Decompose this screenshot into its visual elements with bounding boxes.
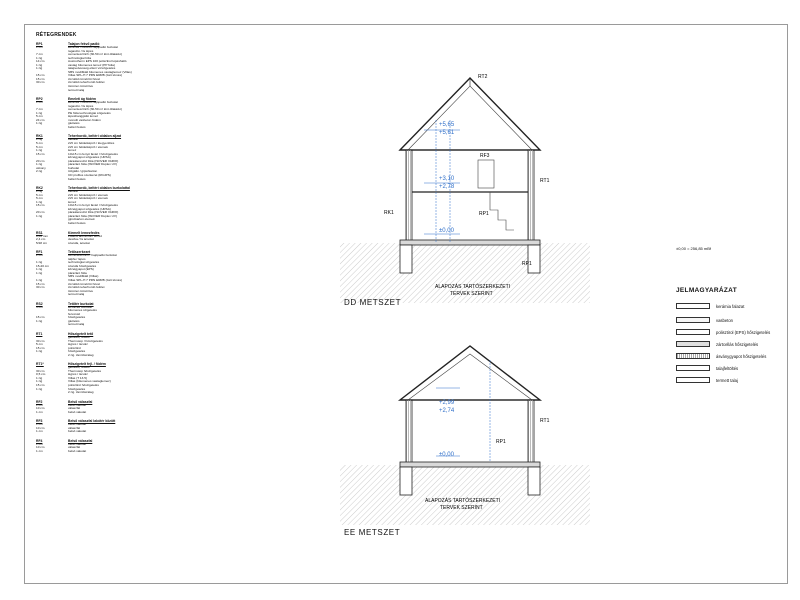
- level-ee-1: +2,99: [439, 400, 455, 406]
- layer-thickness: vékony: [36, 165, 46, 170]
- layer-thickness: 1 rtg: [36, 277, 43, 282]
- layer-thickness: 15 cm: [36, 76, 45, 81]
- layer-thickness: 15 cm: [36, 315, 45, 320]
- layer-thickness: 1 cm: [36, 441, 43, 446]
- layer-thickness: 1 cm: [36, 422, 43, 427]
- tag-rt1: RT1: [540, 178, 550, 184]
- layer-material: tömören tömörítve: [68, 85, 94, 89]
- layer-material: termett talaj: [68, 293, 85, 297]
- layer-thickness: 10 cm: [36, 406, 45, 411]
- layer-material: lemez: [68, 149, 77, 153]
- roof-insulation: [408, 86, 532, 150]
- layer-thickness: 15 cm: [36, 151, 45, 156]
- layer-code: RS2: [36, 301, 43, 306]
- layer-material: polisztirol hőszigetelés: [68, 384, 99, 388]
- layer-title: Tetőszerkezet: [68, 250, 91, 255]
- layer-thickness: 15-20 cm: [36, 263, 49, 268]
- layer-material: szarufa hőszigetelés: [68, 264, 97, 268]
- layer-material: Austrotherm EPS 100 polisztirol lépéshalló: [68, 60, 127, 64]
- layer-thickness: 7 cm: [36, 52, 43, 57]
- legend-swatch: [676, 317, 710, 323]
- layer-material: párazáró fólia (ISOVER Duplex UV): [68, 163, 118, 167]
- layer-code: RT1: [36, 332, 43, 336]
- legend-title: JELMAGYARÁZAT: [676, 287, 737, 294]
- layer-thickness: [36, 354, 68, 358]
- layer-material: polisztirol: [68, 346, 81, 350]
- layer-schedule: [36, 42, 326, 459]
- ee-right-wall: [528, 400, 534, 465]
- ee-foundation-note-1: ALAPOZÁS TARTÓSZERKEZETI: [425, 498, 501, 504]
- layer-block: [36, 231, 326, 246]
- layer-material: cementesztrich (30-50 m² kint dilatáció): [68, 108, 122, 112]
- layer-thickness: 1 rtg: [36, 267, 43, 272]
- layer-material: párazáró fólia (ISOVER Duplex UV): [68, 214, 118, 218]
- layer-material: deszka / fa ácsolat: [68, 238, 94, 242]
- layer-material: glettelés, festés: [68, 336, 90, 339]
- right-wall: [528, 150, 534, 243]
- layer-thickness: 2 rtg: [36, 169, 43, 174]
- layer-thickness: 1 rtg: [36, 260, 43, 265]
- layer-thickness: 1 rtg: [36, 121, 43, 126]
- layer-thickness: 1 cm: [36, 409, 43, 414]
- layer-material: belső vakolat: [68, 442, 87, 446]
- ee-foundation-note-2: TERVEK SZERINT: [440, 505, 483, 511]
- layer-material: 2x5 cm felületképző / elemek: [68, 145, 108, 149]
- layer-material: páraáteresztő fólia (ISOVER VARIO): [68, 211, 119, 215]
- layer-material: glettelés: [68, 122, 80, 126]
- layer-thickness: 15 cm: [36, 281, 45, 286]
- legend-item: [676, 364, 738, 372]
- layer-thickness: 30 cm: [36, 338, 45, 343]
- layer-material: belső vakolat: [68, 410, 87, 414]
- layer-thickness: 1 rtg: [36, 148, 43, 153]
- layer-material: kőzetgyapot (EPS): [68, 268, 94, 272]
- layer-material: ragasztó / fa lépés: [68, 49, 94, 53]
- layer-material: beltéri festés: [68, 125, 86, 129]
- layer-material: Villas SPL-H 7 PRN ERRB (zárt tömés): [68, 74, 123, 78]
- layer-thickness: 5 cm: [36, 342, 43, 347]
- layer-thickness: 1 cm: [36, 429, 43, 434]
- layer-title: Hőszigetelt tető: [68, 332, 94, 336]
- layer-block: [36, 134, 326, 181]
- elevation-reference: ±0,00 = 256,85 mBf: [676, 246, 711, 251]
- layer-thickness: [36, 391, 68, 395]
- layer-material: belső vakolat: [68, 450, 87, 454]
- dd-section-label: DD METSZET: [344, 298, 402, 307]
- legend-item: [676, 328, 770, 336]
- layer-material: lécvázas burkolat: [68, 305, 92, 309]
- layer-material: kőzetgyapot szigetelés (URSA): [68, 207, 111, 211]
- left-wall: [406, 150, 412, 243]
- layer-thickness: 1 rtg: [36, 375, 43, 380]
- layer-material: tömören tömörítve: [68, 289, 94, 293]
- layer-thickness: 15 cm: [36, 383, 45, 388]
- layer-thickness: 5 cm: [36, 144, 43, 149]
- layer-title: Kiemelt lemezfedés: [68, 230, 100, 235]
- layer-material: zúzottkő tömörítő hővel: [68, 282, 100, 286]
- layer-material: PREFA alumínium lemez: [68, 234, 103, 238]
- legend-item: [676, 340, 758, 348]
- layer-thickness: 1 rtg: [36, 66, 43, 71]
- layer-material: zúzottkő teherhordó felület: [68, 286, 105, 290]
- level-dd-3: +3,10: [439, 176, 455, 182]
- layer-material: technológiai szigetelés: [68, 261, 100, 265]
- layer-material: belső vakolat: [68, 430, 87, 434]
- legend-item: [676, 376, 738, 384]
- layer-thickness: 1 rtg: [36, 62, 43, 67]
- layer-thickness: [36, 178, 68, 182]
- legend-label: termett talaj: [716, 377, 738, 383]
- layer-thickness: 1 rtg: [36, 270, 43, 275]
- layer-thickness: 15 cm: [36, 203, 45, 208]
- layer-thickness: [36, 89, 68, 93]
- layer-title: Talajon fekvő padló: [68, 42, 100, 46]
- layer-code: RS1: [36, 230, 43, 235]
- layer-thickness: 1 rtg: [36, 55, 43, 60]
- layer-material: 2x5 cm felületképző / elemek: [68, 193, 108, 197]
- layer-material: 2 rtg. tömítőszalag: [68, 391, 94, 395]
- layer-thickness: 1 rtg: [36, 379, 43, 384]
- tag-rk1: RK1: [384, 210, 394, 216]
- layer-thickness: 7 cm: [36, 107, 43, 112]
- layer-thickness: 5 cm: [36, 196, 43, 201]
- ee-ground-slab: [400, 462, 540, 467]
- layer-row: [36, 354, 326, 358]
- layer-material: belső vakolat: [68, 403, 87, 407]
- layer-title: Tetőtér burkolat: [68, 301, 94, 306]
- layer-thickness: [36, 222, 68, 226]
- layer-material: glettelés, festés: [68, 366, 90, 370]
- tag-rf3: RF3: [480, 153, 490, 159]
- layer-thickness: 1 rtg: [36, 349, 43, 354]
- level-dd-1: +5,65: [439, 122, 455, 128]
- layer-material: hőszigetelés: [68, 387, 86, 391]
- layer-thickness: 0,5 cm: [36, 372, 46, 377]
- layer-material: légrés / lécváz: [68, 343, 88, 347]
- layer-material: kerámia / csiszolt hajópadló burkolat: [68, 46, 118, 49]
- layer-row: [36, 430, 326, 434]
- layer-thickness: 5/18 cm: [36, 240, 48, 245]
- legend-swatch: [676, 329, 710, 335]
- layer-block: [36, 400, 326, 415]
- layer-title: Teherhordó, beltéri oldalon aljzat: [68, 134, 122, 139]
- layer-thickness: 24 cm: [36, 117, 45, 122]
- layer-block: [36, 439, 326, 454]
- ee-tag-rp1: RP1: [496, 439, 506, 445]
- layer-material: hőszigetelés: [68, 350, 86, 354]
- layer-material: termett talaj: [68, 88, 85, 92]
- legend-item: [676, 302, 744, 310]
- layer-material: szarufa, ácsolat: [68, 241, 90, 245]
- layer-material: hőszigetelés: [68, 316, 86, 320]
- layer-thickness: 1 cm: [36, 45, 43, 49]
- layer-material: 2x5 cm felületképző / elemek: [68, 197, 108, 201]
- layer-title: Hőszigetelt fejl. / födém: [68, 362, 106, 367]
- ee-roof-insulation: [408, 354, 532, 400]
- layer-material: kerámia / csiszolt hajópadló burkolat: [68, 101, 118, 105]
- ee-tag-rt1: RT1: [540, 418, 550, 424]
- layer-code: RP2: [36, 97, 43, 102]
- layer-material: 10x15 cm fenyő faváz / hőszigetelés: [68, 204, 118, 208]
- ee-left-wall: [406, 400, 412, 465]
- layer-material: Villas (T 13.5): [68, 376, 87, 380]
- legend-item: [676, 352, 766, 360]
- layer-block: [36, 42, 326, 92]
- level-ee-2: +2,74: [439, 408, 455, 414]
- layer-block: [36, 362, 326, 394]
- layer-thickness: 20 cm: [36, 210, 45, 215]
- layer-code: RF1: [36, 250, 43, 255]
- layer-row: [36, 450, 326, 454]
- layer-thickness: 0,65 mm: [36, 233, 49, 238]
- layer-material: technológiai fólia: [68, 56, 92, 60]
- layer-material: SBS modifikált (Villas): [68, 275, 99, 279]
- layer-title: Belső válaszfal: [68, 438, 93, 443]
- ee-ground-hatch: [340, 465, 590, 525]
- layer-thickness: 20 cm: [36, 158, 45, 163]
- layer-block: [36, 250, 326, 297]
- layer-title: Emeleti ág födém: [68, 97, 97, 102]
- layer-material: vakolat: [68, 138, 78, 142]
- layer-thickness: 1 rtg: [36, 318, 43, 323]
- layer-code: RK2: [36, 186, 43, 191]
- layer-material: burkolat: [68, 166, 80, 170]
- ee-section-label: EE METSZET: [344, 528, 401, 537]
- level-dd-2: +5,61: [439, 130, 455, 136]
- layer-material: kőzetgyapot szigetelés (URSA): [68, 156, 111, 160]
- layer-thickness: 1 rtg: [36, 213, 43, 218]
- layer-material: cementesztrich / hajópadló burkolat: [68, 254, 117, 258]
- layer-code: RF4: [36, 438, 43, 443]
- dd-foundation-note-1: ALAPOZÁS TARTÓSZERKEZETI: [435, 284, 511, 290]
- dd-foundation-note-2: TERVEK SZERINT: [450, 291, 493, 297]
- layer-code: RK1: [36, 134, 43, 139]
- legend-label: kerámia falazat: [716, 303, 745, 309]
- layer-row: [36, 178, 326, 182]
- layer-material: páraáteresztő fólia (ISOVER VARIO): [68, 159, 119, 163]
- layer-material: glettelés: [68, 319, 80, 323]
- layer-material: talajnedvesség elleni vízszigetelés: [68, 67, 116, 71]
- layer-thickness: 2 cm: [36, 253, 43, 258]
- layer-thickness: 5 cm: [36, 141, 43, 146]
- legend-swatch: [676, 303, 710, 309]
- legend-label: zártcellás hőszigetelés: [716, 341, 759, 347]
- layer-material: SBS modifikált bitumenes vastaglemez (Villas): [68, 70, 132, 74]
- layer-row: [36, 391, 326, 395]
- layer-material: Thermotop hőszigetelés: [68, 369, 102, 373]
- layer-material: lépéshanggátló lemez: [68, 115, 99, 119]
- layer-material: beltéri festés: [68, 221, 86, 225]
- legend-item: [676, 316, 733, 324]
- layer-block: [36, 332, 326, 357]
- layer-material: ragasztó / fa lépés: [68, 104, 94, 108]
- layer-code: RT1*: [36, 362, 44, 367]
- legend-swatch: [676, 353, 710, 359]
- layer-thickness: 30 cm: [36, 285, 45, 290]
- layers-title: RÉTEGRENDEK: [36, 32, 77, 38]
- layer-thickness: 30 cm: [36, 368, 45, 373]
- layer-material: zúzottkő tömörítő hővel: [68, 77, 100, 81]
- tag-rt2: RT2: [478, 74, 488, 80]
- layer-material: válaszfal: [68, 407, 81, 411]
- layer-material: tűzgátló / gipszkarton: [68, 170, 98, 174]
- layer-thickness: [36, 126, 68, 130]
- layer-title: Belső válaszfal: [68, 399, 93, 404]
- layer-thickness: 15 cm: [36, 73, 45, 78]
- layer-thickness: 5 cm: [36, 114, 43, 119]
- layer-block: [36, 302, 326, 327]
- layer-title: Belső válaszfal lakótér között: [68, 419, 116, 424]
- layer-thickness: 1 rtg: [36, 189, 43, 194]
- layer-code: RF3: [36, 419, 43, 424]
- layer-title: Teherhordó, beltéri oldalon burkolattal: [68, 186, 130, 191]
- layer-material: fa lécváz: [68, 312, 81, 316]
- legend-swatch: [676, 377, 710, 383]
- layer-material: 2 rtg. tömítőszalag: [68, 353, 94, 357]
- layer-row: [36, 411, 326, 415]
- dd-section-drawing: [340, 60, 590, 310]
- layer-thickness: 14 cm: [36, 59, 45, 64]
- layer-block: [36, 186, 326, 225]
- layer-thickness: 10 cm: [36, 425, 45, 430]
- layer-material: bitumenes szigetelés: [68, 309, 97, 313]
- layer-code: RF2: [36, 399, 43, 404]
- layer-material: CD profilos szerkezet (RIGIPS): [68, 173, 111, 177]
- layer-material: monolit vasbeton födém: [68, 118, 101, 122]
- layer-row: [36, 242, 326, 246]
- layer-block: [36, 97, 326, 129]
- legend-swatch: [676, 365, 710, 371]
- legend-label: ásványgyapot hőszigetelés: [716, 353, 767, 359]
- layer-thickness: 1 cm: [36, 100, 43, 105]
- layer-thickness: 1 cm: [36, 402, 43, 407]
- layer-thickness: 15 cm: [36, 345, 45, 350]
- layer-material: Thermotop / hőszigetelés: [68, 339, 103, 343]
- layer-material: Villas (bitumenes vastaglemez): [68, 380, 111, 384]
- layer-material: légrés / lécváz: [68, 373, 88, 377]
- layer-row: [36, 323, 326, 327]
- stair: [490, 192, 514, 230]
- layer-thickness: [36, 323, 68, 327]
- layer-row: [36, 293, 326, 297]
- layer-thickness: 30 cm: [36, 80, 45, 85]
- tag-rp1-b: RP1: [522, 261, 532, 267]
- layer-thickness: 5 cm: [36, 192, 43, 197]
- level-dd-5: ±0,00: [439, 228, 454, 234]
- layer-material: belső vakolat: [68, 423, 87, 427]
- layer-material: párazáró fólia: [68, 271, 87, 275]
- layer-thickness: 1 rtg: [36, 199, 43, 204]
- layer-thickness: 1 rtg: [36, 386, 43, 391]
- layer-material: 2x5 cm felületképző / kiegyenlítés: [68, 142, 115, 146]
- layer-material: vakolat: [68, 190, 78, 194]
- layer-code: RP1: [36, 42, 43, 46]
- layer-thickness: 1 cm: [36, 449, 43, 454]
- layer-material: talpfa / lépés: [68, 257, 86, 261]
- layer-thickness: 1 rtg: [36, 137, 43, 142]
- layer-material: zúzottkő teherhordó felület: [68, 81, 105, 85]
- layer-material: gipszkarton elemek: [68, 218, 95, 222]
- tag-rp1-a: RP1: [479, 211, 489, 217]
- level-dd-4: +2,78: [439, 184, 455, 190]
- layer-thickness: 2,4 cm: [36, 237, 46, 242]
- legend-label: vasbeton: [716, 317, 733, 323]
- layer-material: termett talaj: [68, 323, 85, 327]
- layer-material: válaszfal: [68, 446, 81, 450]
- layer-material: beltéri festés: [68, 177, 86, 181]
- layer-thickness: 10 cm: [36, 445, 45, 450]
- ee-section-drawing: [340, 340, 590, 540]
- legend-label: talajfeltöltés: [716, 365, 739, 371]
- layer-row: [36, 89, 326, 93]
- layer-material: Villas SPL-H 7 PRN ERRB (zárt tömés): [68, 278, 123, 282]
- legend-swatch: [676, 341, 710, 347]
- layer-thickness: [36, 293, 68, 297]
- layer-material: lemez: [68, 200, 77, 204]
- layer-material: cementesztrich (30-50 m² kint dilatáció): [68, 53, 122, 57]
- layer-material: válaszfal: [68, 426, 81, 430]
- layer-row: [36, 126, 326, 130]
- layer-material: vastag bitumenes lemez (PP fólia): [68, 63, 115, 67]
- layer-thickness: 5 cm: [36, 304, 43, 309]
- layer-block: [36, 419, 326, 434]
- layer-material: 10x15 cm fenyő faváz / hőszigetelés: [68, 152, 118, 156]
- roof: [400, 78, 540, 150]
- layer-thickness: 1 rtg: [36, 110, 43, 115]
- legend-label: polisztirol (EPS) hőszigetelés: [716, 329, 771, 335]
- ground-slab: [400, 240, 540, 245]
- layer-row: [36, 222, 326, 226]
- layer-thickness: 1 rtg: [36, 162, 43, 167]
- layer-material: PE fólia technológiai szigetelés: [68, 111, 111, 115]
- level-ee-3: ±0,00: [439, 452, 454, 458]
